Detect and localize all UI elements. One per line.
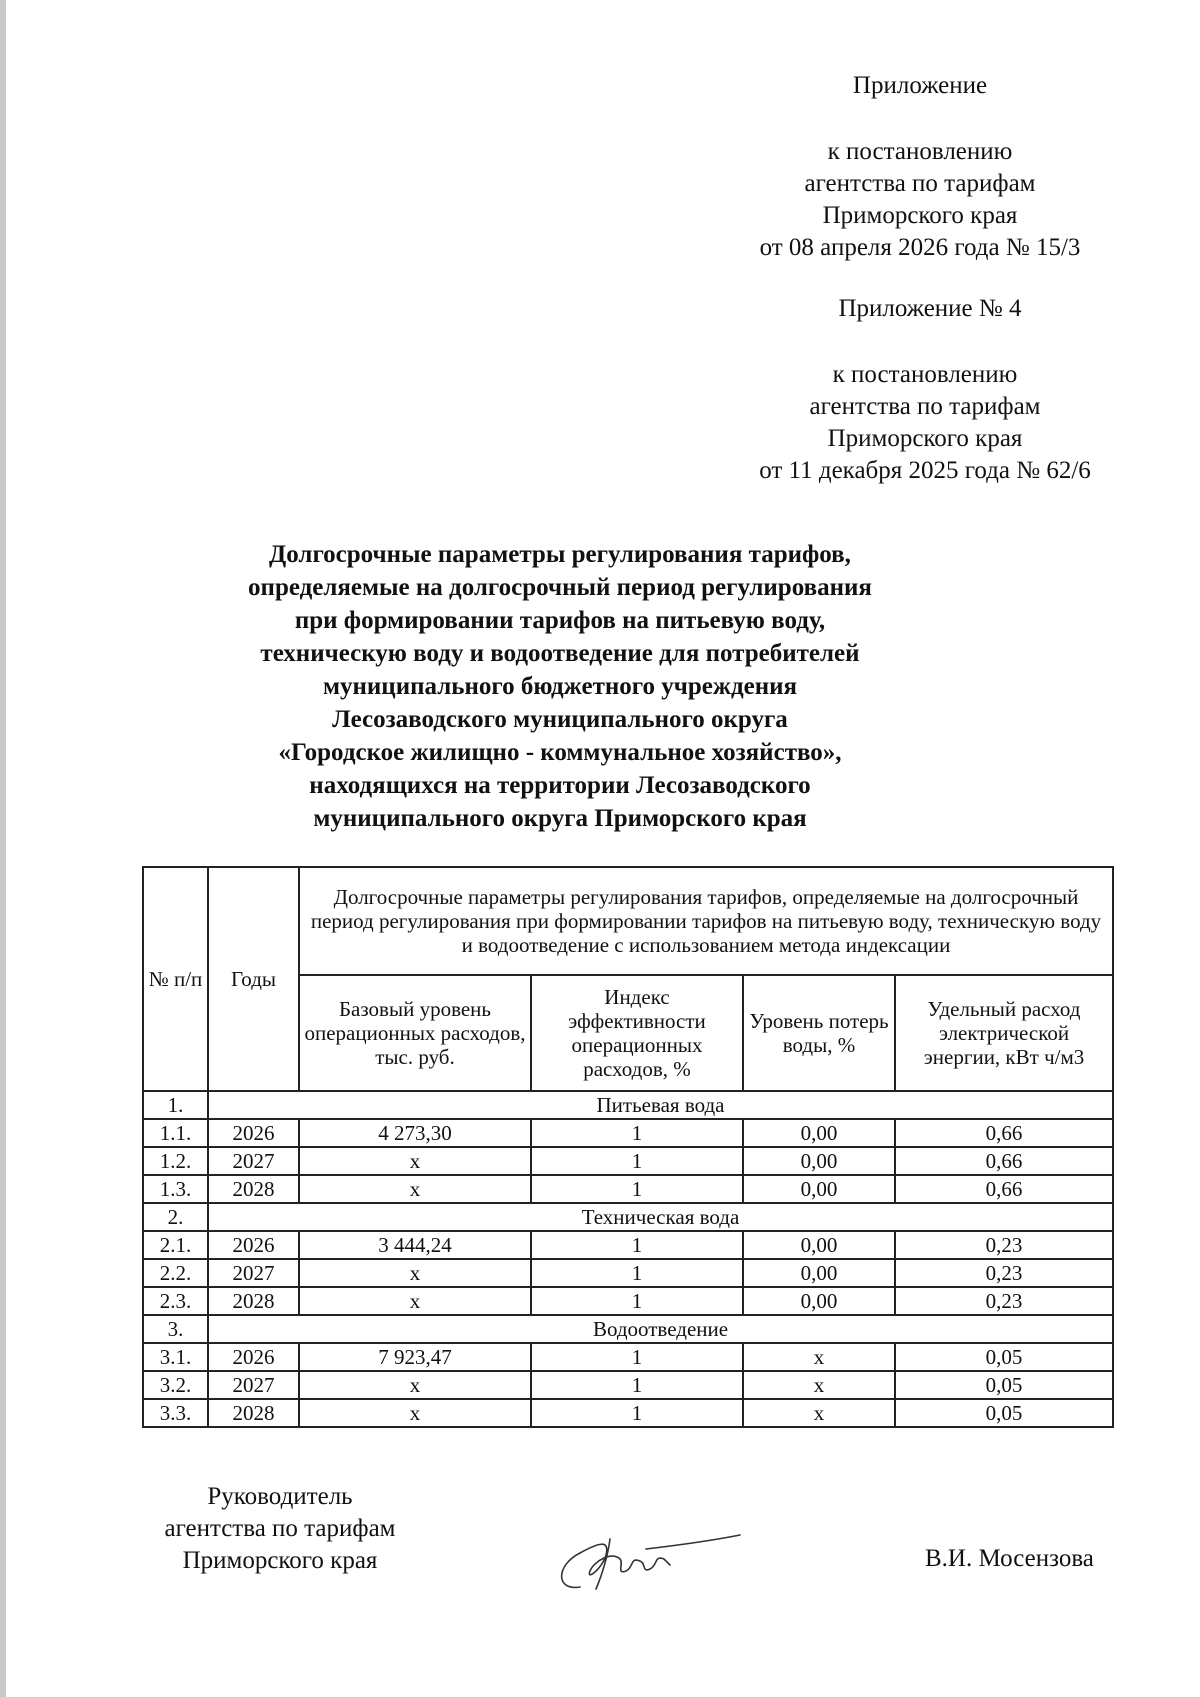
appendix-2-line: агентства по тарифам bbox=[809, 393, 1041, 420]
appendix-2-heading: Приложение № 4 bbox=[838, 295, 1022, 322]
signatory-name: В.И. Мосензова bbox=[925, 1545, 1094, 1572]
table-row: 1.1. 2026 4 273,30 1 0,00 0,66 bbox=[143, 1119, 1113, 1147]
table-row: 3.2. 2027 х 1 х 0,05 bbox=[143, 1371, 1113, 1399]
header-group: Долгосрочные параметры регулирования тарифов, определяемые на долгосрочный период регулирования при формировании тарифов на питьевую воду, техническую воду и водоотведение с использованием метода индексации bbox=[299, 867, 1113, 975]
appendix-1-line: агентства по тарифам bbox=[804, 170, 1036, 197]
header-num: № п/п bbox=[143, 867, 208, 1091]
table-row: 2.1. 2026 3 444,24 1 0,00 0,23 bbox=[143, 1231, 1113, 1259]
document-title: Долгосрочные параметры регулирования тарифов, определяемые на долгосрочный период регулирования при формировании тарифов на питьевую воду, техническую воду и водоотведение для потребителей муниципального бюджетного учреждения Лесозаводского муниципального округа «Городское жилищно - коммунальное хозяйство», находящихся на территории Лесозаводского муниципального округа Приморского края bbox=[248, 541, 872, 832]
appendix-2-line: от 11 декабря 2025 года № 62/6 bbox=[759, 457, 1091, 484]
appendix-1-line: к постановлению bbox=[827, 138, 1013, 165]
section-num: 2. bbox=[143, 1203, 208, 1231]
appendix-1-line: от 08 апреля 2026 года № 15/3 bbox=[759, 234, 1081, 261]
table-row: 2.3. 2028 х 1 0,00 0,23 bbox=[143, 1287, 1113, 1315]
appendix-2-line: Приморского края bbox=[827, 425, 1023, 452]
section-name: Питьевая вода bbox=[208, 1091, 1113, 1119]
section-name: Водоотведение bbox=[208, 1315, 1113, 1343]
appendix-1-block bbox=[720, 136, 1120, 264]
table-row: 1.2. 2027 х 1 0,00 0,66 bbox=[143, 1147, 1113, 1175]
appendix-2-line: к постановлению bbox=[832, 361, 1018, 388]
table-row: 3.1. 2026 7 923,47 1 х 0,05 bbox=[143, 1343, 1113, 1371]
section-num: 3. bbox=[143, 1315, 208, 1343]
appendix-2-block bbox=[725, 359, 1125, 487]
section-row bbox=[143, 1203, 1113, 1231]
header-efficiency-index: Индекс эффективности операционных расходов, % bbox=[531, 975, 743, 1091]
appendix-1-line: Приморского края bbox=[822, 202, 1018, 229]
page-edge bbox=[0, 0, 6, 1697]
table-row: 1.3. 2028 х 1 0,00 0,66 bbox=[143, 1175, 1113, 1203]
header-base-cost: Базовый уровень операционных расходов, тыс. руб. bbox=[299, 975, 531, 1091]
section-num: 1. bbox=[143, 1091, 208, 1119]
appendix-1-heading: Приложение bbox=[852, 72, 988, 99]
header-years: Годы bbox=[208, 867, 299, 1091]
signatory-position: Руководитель агентства по тарифам Приморского края bbox=[164, 1483, 396, 1574]
section-name: Техническая вода bbox=[208, 1203, 1113, 1231]
parameters-table bbox=[142, 866, 1114, 1428]
header-energy: Удельный расход электрической энергии, кВт ч/м3 bbox=[895, 975, 1113, 1091]
section-row bbox=[143, 1315, 1113, 1343]
header-water-loss: Уровень потерь воды, % bbox=[743, 975, 895, 1091]
section-row bbox=[143, 1091, 1113, 1119]
handwritten-signature bbox=[550, 1525, 750, 1595]
table-row: 3.3. 2028 х 1 х 0,05 bbox=[143, 1399, 1113, 1427]
table-row: 2.2. 2027 х 1 0,00 0,23 bbox=[143, 1259, 1113, 1287]
